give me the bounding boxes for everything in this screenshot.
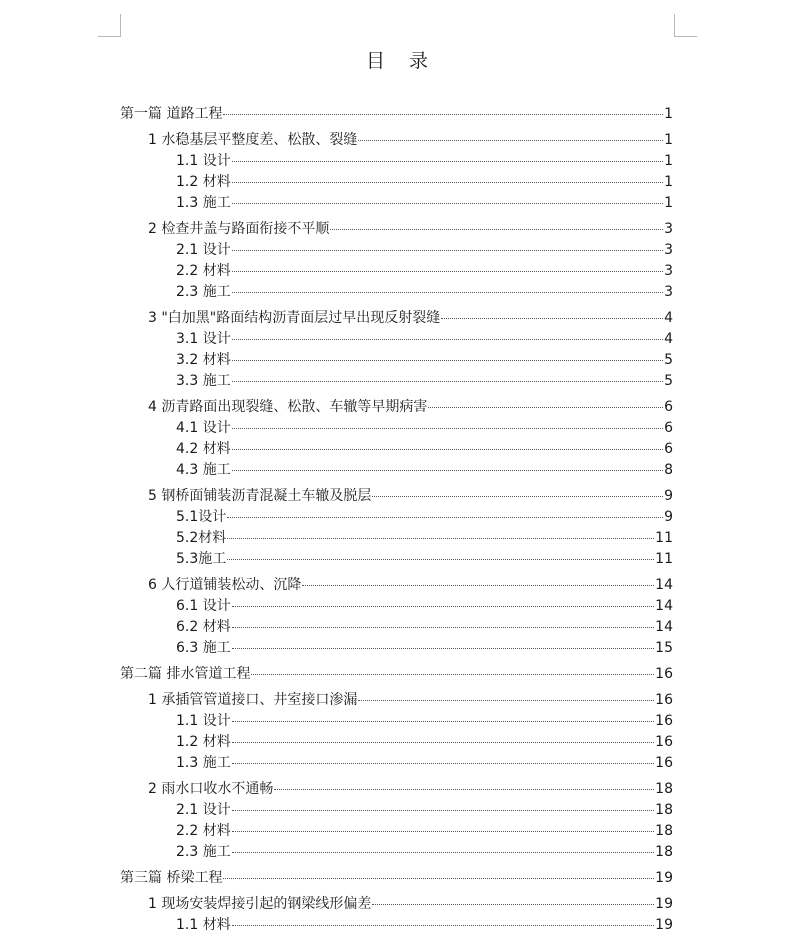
toc-entry[interactable] [120, 638, 673, 659]
toc-entry[interactable] [120, 282, 673, 303]
toc-entry[interactable] [120, 350, 673, 371]
toc-dot-leader [428, 406, 663, 408]
toc-entry-label: 1.1 材料 [176, 917, 231, 933]
toc-entry-label: 1.2 材料 [176, 734, 231, 750]
toc-entry[interactable] [120, 549, 673, 570]
toc-entry[interactable] [120, 711, 673, 732]
toc-entry-page-number: 8 [664, 462, 673, 478]
toc-entry[interactable] [120, 868, 673, 889]
toc-dot-leader [372, 495, 663, 497]
toc-entry[interactable] [120, 130, 673, 151]
toc-entry-page-number: 11 [655, 551, 673, 567]
toc-entry[interactable] [120, 800, 673, 821]
toc-entry[interactable] [120, 596, 673, 617]
toc-entry-label: 4 沥青路面出现裂缝、松散、车辙等早期病害 [148, 399, 428, 415]
toc-entry-label: 3.3 施工 [176, 373, 231, 389]
toc-dot-leader [232, 762, 654, 764]
toc-entry-label: 2.1 设计 [176, 802, 231, 818]
toc-entry[interactable] [120, 193, 673, 214]
toc-entry-label: 5.3施工 [176, 551, 227, 567]
toc-entry-page-number: 4 [664, 310, 673, 326]
toc-entry-label: 第一篇 道路工程 [120, 106, 223, 122]
toc-dot-leader [232, 249, 663, 251]
toc-entry-page-number: 6 [664, 399, 673, 415]
toc-dot-leader [227, 558, 654, 560]
toc-entry-page-number: 3 [664, 242, 673, 258]
toc-entry-label: 3.1 设计 [176, 331, 231, 347]
page-corner-mark-top-right [674, 14, 697, 37]
toc-entry[interactable] [120, 617, 673, 638]
toc-dot-leader [223, 877, 654, 879]
toc-entry-page-number: 6 [664, 420, 673, 436]
toc-dot-leader [441, 317, 663, 319]
toc-dot-leader [232, 809, 654, 811]
toc-dot-leader [232, 380, 663, 382]
page-corner-mark-top-left [98, 14, 121, 37]
toc-entry-page-number: 18 [655, 802, 673, 818]
toc-dot-leader [251, 673, 654, 675]
toc-entry-page-number: 18 [655, 823, 673, 839]
toc-entry-label: 1 水稳基层平整度差、松散、裂缝 [148, 132, 358, 148]
toc-entry-page-number: 9 [664, 509, 673, 525]
toc-entry-label: 3 "白加黑"路面结构沥青面层过早出现反射裂缝 [148, 310, 441, 326]
toc-entry-page-number: 4 [664, 331, 673, 347]
toc-entry[interactable] [120, 219, 673, 240]
toc-entry[interactable] [120, 732, 673, 753]
toc-entry[interactable] [120, 261, 673, 282]
toc-entry[interactable] [120, 308, 673, 329]
toc-entry-label: 6 人行道铺装松动、沉降 [148, 577, 302, 593]
toc-entry[interactable] [120, 894, 673, 915]
toc-dot-leader [232, 202, 663, 204]
toc-entry-label: 2 雨水口收水不通畅 [148, 781, 274, 797]
toc-entry-label: 5.1设计 [176, 509, 227, 525]
toc-entry[interactable] [120, 486, 673, 507]
toc-entry[interactable] [120, 690, 673, 711]
toc-entry[interactable] [120, 842, 673, 863]
toc-entry-page-number: 19 [655, 870, 673, 886]
toc-entry[interactable] [120, 104, 673, 125]
toc-entry-label: 1.1 设计 [176, 713, 231, 729]
toc-entry-page-number: 1 [664, 106, 673, 122]
toc-entry[interactable] [120, 528, 673, 549]
toc-entry[interactable] [120, 753, 673, 774]
toc-dot-leader [302, 584, 654, 586]
toc-dot-leader [232, 181, 663, 183]
toc-entry[interactable] [120, 779, 673, 800]
toc-entry[interactable] [120, 664, 673, 685]
toc-entry-page-number: 16 [655, 692, 673, 708]
toc-entry-page-number: 14 [655, 577, 673, 593]
toc-dot-leader [223, 113, 663, 115]
toc-dot-leader [358, 699, 654, 701]
toc-entry-label: 2.2 材料 [176, 823, 231, 839]
toc-entry-label: 1.1 设计 [176, 153, 231, 169]
toc-entry-page-number: 1 [664, 153, 673, 169]
toc-entry-page-number: 5 [664, 352, 673, 368]
toc-entry-page-number: 15 [655, 640, 673, 656]
toc-dot-leader [227, 516, 663, 518]
toc-entry[interactable] [120, 575, 673, 596]
toc-entry-label: 2 检查井盖与路面衔接不平顺 [148, 221, 330, 237]
toc-entry-label: 3.2 材料 [176, 352, 231, 368]
toc-entry-label: 2.3 施工 [176, 284, 231, 300]
toc-entry-page-number: 11 [655, 530, 673, 546]
toc-entry-label: 2.2 材料 [176, 263, 231, 279]
toc-entry-page-number: 5 [664, 373, 673, 389]
toc-entry-page-number: 3 [664, 263, 673, 279]
toc-entry-page-number: 14 [655, 619, 673, 635]
toc-entry-page-number: 9 [664, 488, 673, 504]
toc-entry[interactable] [120, 418, 673, 439]
table-of-contents [120, 104, 673, 936]
toc-dot-leader [232, 160, 663, 162]
toc-entry-label: 6.2 材料 [176, 619, 231, 635]
toc-entry-page-number: 16 [655, 755, 673, 771]
toc-entry-label: 1 现场安装焊接引起的钢梁线形偏差 [148, 896, 372, 912]
toc-entry-label: 4.3 施工 [176, 462, 231, 478]
toc-dot-leader [232, 626, 654, 628]
toc-entry-label: 第二篇 排水管道工程 [120, 666, 251, 682]
toc-entry-label: 1.3 施工 [176, 195, 231, 211]
toc-dot-leader [232, 741, 654, 743]
toc-dot-leader [232, 720, 654, 722]
toc-entry-page-number: 19 [655, 917, 673, 933]
toc-entry[interactable] [120, 397, 673, 418]
toc-entry-page-number: 16 [655, 713, 673, 729]
toc-entry[interactable] [120, 460, 673, 481]
toc-entry[interactable] [120, 371, 673, 392]
toc-entry-page-number: 18 [655, 781, 673, 797]
toc-entry-label: 第三篇 桥梁工程 [120, 870, 223, 886]
toc-entry-page-number: 18 [655, 844, 673, 860]
toc-dot-leader [232, 338, 663, 340]
toc-entry[interactable] [120, 439, 673, 460]
toc-entry[interactable] [120, 172, 673, 193]
toc-dot-leader [232, 270, 663, 272]
toc-entry[interactable] [120, 915, 673, 936]
toc-entry-label: 1.2 材料 [176, 174, 231, 190]
toc-dot-leader [232, 851, 654, 853]
toc-entry-label: 4.1 设计 [176, 420, 231, 436]
toc-dot-leader [232, 647, 654, 649]
toc-dot-leader [232, 291, 663, 293]
toc-dot-leader [232, 605, 654, 607]
toc-dot-leader [358, 139, 663, 141]
toc-entry-page-number: 1 [664, 132, 673, 148]
toc-entry-page-number: 19 [655, 896, 673, 912]
toc-dot-leader [232, 469, 663, 471]
toc-dot-leader [232, 359, 663, 361]
toc-entry[interactable] [120, 151, 673, 172]
toc-entry-label: 5 钢桥面铺装沥青混凝土车辙及脱层 [148, 488, 372, 504]
toc-entry[interactable] [120, 821, 673, 842]
toc-entry-page-number: 1 [664, 195, 673, 211]
toc-dot-leader [330, 228, 663, 230]
toc-entry-page-number: 6 [664, 441, 673, 457]
toc-entry-label: 2.1 设计 [176, 242, 231, 258]
toc-entry-label: 1.3 施工 [176, 755, 231, 771]
toc-dot-leader [232, 830, 654, 832]
toc-entry-label: 1 承插管管道接口、井室接口渗漏 [148, 692, 358, 708]
toc-entry-page-number: 16 [655, 666, 673, 682]
toc-entry-page-number: 16 [655, 734, 673, 750]
toc-entry[interactable] [120, 507, 673, 528]
toc-entry-label: 6.3 施工 [176, 640, 231, 656]
toc-entry-page-number: 14 [655, 598, 673, 614]
toc-entry-label: 2.3 施工 [176, 844, 231, 860]
toc-dot-leader [274, 788, 654, 790]
toc-entry-page-number: 3 [664, 221, 673, 237]
toc-dot-leader [372, 903, 654, 905]
toc-entry-label: 6.1 设计 [176, 598, 231, 614]
toc-entry-page-number: 1 [664, 174, 673, 190]
toc-dot-leader [232, 427, 663, 429]
toc-entry[interactable] [120, 240, 673, 261]
toc-entry-page-number: 3 [664, 284, 673, 300]
toc-entry-label: 5.2材料 [176, 530, 227, 546]
toc-entry[interactable] [120, 329, 673, 350]
toc-dot-leader [232, 924, 654, 926]
toc-title: 目 录 [365, 50, 438, 72]
toc-entry-label: 4.2 材料 [176, 441, 231, 457]
toc-dot-leader [227, 537, 654, 539]
toc-dot-leader [232, 448, 663, 450]
